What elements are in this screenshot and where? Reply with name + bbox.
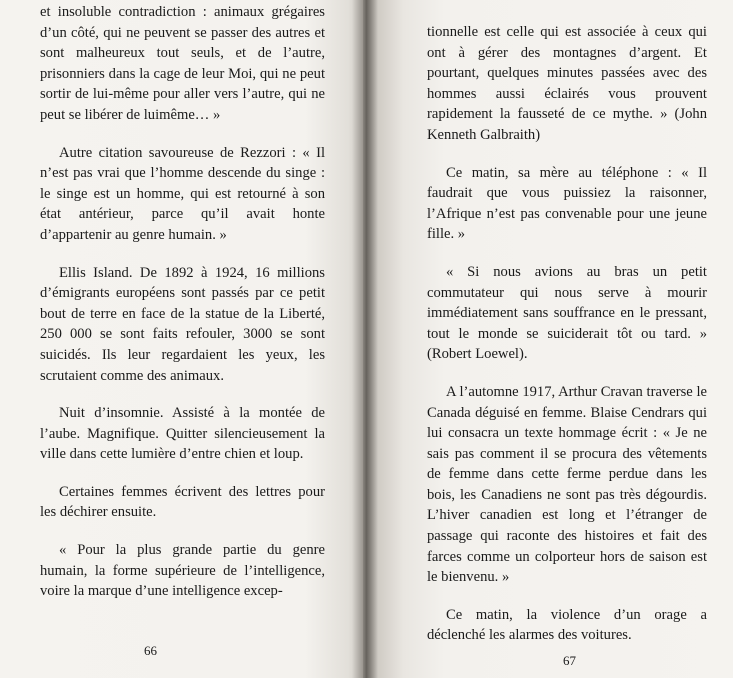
left-paragraph-3: Ellis Island. De 1892 à 1924, 16 millions d’émigrants européens sont passés par ce petit bout de terre en face de la statue de la Liberté, 250 000 se sont faits refouler, 3000 se sont suicidés. Ils leur regardaient les yeux, les scrutaient comme des animaux. (40, 264, 325, 384)
left-page (0, 0, 363, 678)
left-paragraph-4: Nuit d’insomnie. Assisté à la montée de l’aube. Magnifique. Quitter silencieusement la ville dans cette lumière d’entre chien et loup. (40, 405, 325, 463)
right-page-number: 67 (563, 653, 576, 668)
left-paragraph-5: Certaines femmes écrivent des lettres pour les déchirer ensuite. (40, 483, 325, 521)
left-paragraph-1: et insoluble contradiction : animaux grégaires d’un côté, qui ne peuvent se passer des autres et sont malheureux tout seuls, et de l’autre, prisonniers dans la cage de leur Moi, qui ne peut sortir de lui-même pour aller vers l’autre, qui ne peut se libérer de luimême… » (40, 4, 325, 123)
right-paragraph-5: Ce matin, la violence d’un orage a déclenché les alarmes des voitures. (427, 606, 707, 644)
right-paragraph-4: A l’automne 1917, Arthur Cravan traverse le Canada déguisé en femme. Blaise Cendrars qui lui consacra un texte hommage écrit : « Je ne sais pas comment il se procura des vêtements de femme dans cette ferme perdue dans les bois, les Canadiens ne sont pas très dégourdis. L’hiver canadien est long et l’étranger de passage qui raconte des histoires et fait des farces comme un colporteur hors de saison est le bienvenu. » (427, 383, 707, 586)
right-paragraph-1: tionnelle est celle qui est associée à ceux qui ont à gérer des montagnes d’argent. Et pourtant, quelques minutes passées avec des hommes aussi éclairés vous prouvent rapidement la fausseté de ce mythe. » (John Kenneth Galbraith) (427, 24, 707, 143)
left-paragraph-2: Autre citation savoureuse de Rezzori : « Il n’est pas vrai que l’homme descende du singe : le singe est un homme, qui est retourné à son état antérieur, parce qu’il avait honte d’appartenir au genre humain. » (40, 144, 325, 243)
right-paragraph-3: « Si nous avions au bras un petit commutateur qui nous serve à mourir immédiatement sans souffrance en le pressant, tout le monde se suiciderait tôt ou tard. » (Robert Loewel). (427, 263, 707, 363)
left-page-number: 66 (144, 643, 157, 658)
left-paragraph-6: « Pour la plus grande partie du genre humain, la forme supérieure de l’intelligence, voire la marque d’une intelligence excep- (40, 542, 325, 600)
book-gutter-shadow (352, 0, 378, 678)
right-page (363, 0, 733, 678)
right-paragraph-2: Ce matin, sa mère au téléphone : « Il faudrait que vous puissiez la raisonner, l’Afrique n’est pas convenable pour une jeune fille. » (427, 164, 707, 243)
